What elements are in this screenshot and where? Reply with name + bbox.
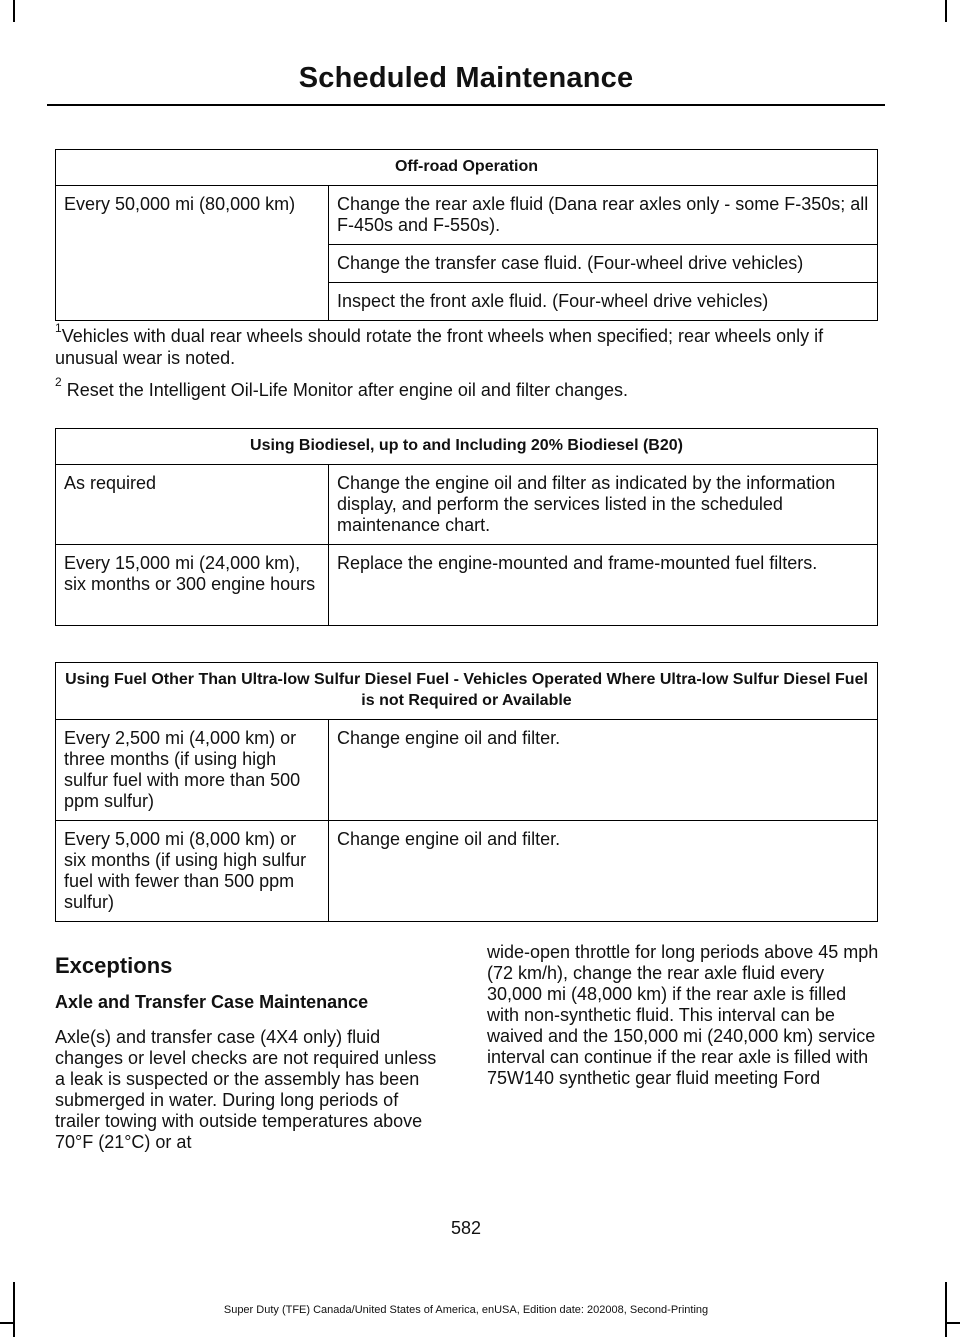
offroad-table <box>55 149 878 321</box>
offroad-item: Change the transfer case fluid. (Four-wheel drive vehicles) <box>329 245 878 283</box>
biodiesel-heading: Using Biodiesel, up to and Including 20% Biodiesel (B20) <box>56 429 878 465</box>
footnote <box>55 374 885 401</box>
biodiesel-action: Replace the engine-mounted and frame-mounted fuel filters. <box>329 545 878 626</box>
biodiesel-table <box>55 428 878 626</box>
title-divider <box>47 104 885 106</box>
sulfur-heading: Using Fuel Other Than Ultra-low Sulfur Diesel Fuel - Vehicles Operated Where Ultra-low Sulfur Diesel Fuel is not Required or Available <box>56 663 878 720</box>
footnote-number: 2 <box>55 375 62 389</box>
crop-mark <box>0 1322 15 1324</box>
exceptions-left-column <box>55 955 447 1153</box>
biodiesel-action: Change the engine oil and filter as indicated by the information display, and perform the services listed in the scheduled maintenance chart. <box>329 465 878 545</box>
exceptions-paragraph: Axle(s) and transfer case (4X4 only) fluid changes or level checks are not required unless a leak is suspected or the assembly has been submerged in water. During long periods of trailer towing with outside temperatures above 70°F (21°C) or at <box>55 1027 437 1152</box>
footnote-text: Reset the Intelligent Oil-Life Monitor after engine oil and filter changes. <box>66 380 629 400</box>
footnote-text: Vehicles with dual rear wheels should rotate the front wheels when specified; rear wheels only if unusual wear is noted. <box>55 326 824 368</box>
page-title: Scheduled Maintenance <box>298 62 634 94</box>
sulfur-interval: Every 5,000 mi (8,000 km) or six months (if using high sulfur fuel with fewer than 500 ppm sulfur) <box>56 821 329 922</box>
footnote <box>55 320 885 369</box>
crop-mark <box>13 0 15 22</box>
crop-mark <box>945 0 947 22</box>
sulfur-table <box>55 662 878 922</box>
offroad-heading: Off-road Operation <box>56 150 878 186</box>
footnote-number: 1 <box>55 321 62 335</box>
offroad-item: Change the rear axle fluid (Dana rear axles only - some F-350s; all F-450s and F-550s). <box>329 186 878 245</box>
crop-mark <box>945 1282 947 1337</box>
sulfur-action: Change engine oil and filter. <box>329 821 878 922</box>
footnotes <box>55 320 885 406</box>
biodiesel-interval: Every 15,000 mi (24,000 km), six months or 300 engine hours <box>56 545 329 626</box>
exceptions-right-column <box>487 942 882 1089</box>
biodiesel-interval: As required <box>56 465 329 545</box>
sulfur-interval: Every 2,500 mi (4,000 km) or three months (if using high sulfur fuel with more than 500 ppm sulfur) <box>56 720 329 821</box>
page-number: 582 <box>450 1218 482 1238</box>
exceptions-heading: Exceptions <box>55 953 173 978</box>
offroad-item: Inspect the front axle fluid. (Four-wheel drive vehicles) <box>329 283 878 321</box>
offroad-interval: Every 50,000 mi (80,000 km) <box>56 186 329 321</box>
sulfur-action: Change engine oil and filter. <box>329 720 878 821</box>
axle-transfer-heading: Axle and Transfer Case Maintenance <box>55 992 369 1012</box>
crop-mark <box>945 1322 960 1324</box>
exceptions-paragraph-continued: wide-open throttle for long periods above 45 mph (72 km/h), change the rear axle fluid every 30,000 mi (48,000 km) if the rear axle is filled with non-synthetic fluid. This interval can be waived and the 150,000 mi (240,000 km) service interval can continue if the rear axle is filled with 75W140 synthetic gear fluid meeting Ford <box>487 942 879 1088</box>
footer-edition: Super Duty (TFE) Canada/United States of America, enUSA, Edition date: 202008, Second-Printing <box>223 1304 709 1316</box>
